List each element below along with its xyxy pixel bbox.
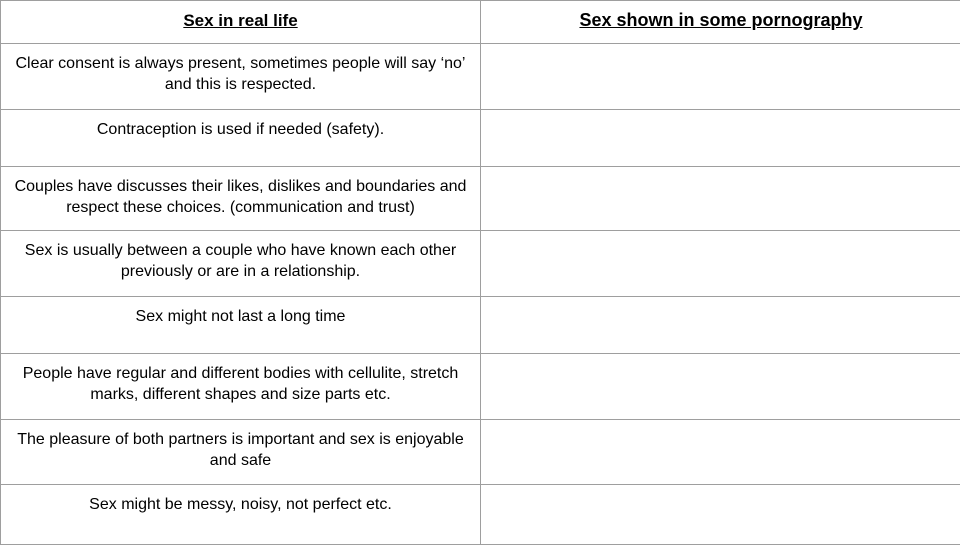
real-life-cell: Sex is usually between a couple who have known each other previously or are in a relationship. bbox=[1, 231, 481, 297]
real-life-cell: People have regular and different bodies with cellulite, stretch marks, different shapes and size parts etc. bbox=[1, 354, 481, 420]
pornography-cell[interactable] bbox=[481, 44, 960, 110]
real-life-cell: Clear consent is always present, sometimes people will say ‘no’ and this is respected. bbox=[1, 44, 481, 110]
real-life-cell: Couples have discusses their likes, dislikes and boundaries and respect these choices. (communication and trust) bbox=[1, 167, 481, 231]
table-row bbox=[1, 420, 960, 485]
table-header-row bbox=[1, 1, 960, 44]
real-life-cell: The pleasure of both partners is important and sex is enjoyable and safe bbox=[1, 420, 481, 485]
pornography-cell[interactable] bbox=[481, 354, 960, 420]
pornography-cell[interactable] bbox=[481, 231, 960, 297]
table-row bbox=[1, 167, 960, 231]
header-sex-in-real-life: Sex in real life bbox=[1, 1, 481, 44]
table-row bbox=[1, 354, 960, 420]
header-sex-in-pornography: Sex shown in some pornography bbox=[481, 1, 960, 44]
pornography-cell[interactable] bbox=[481, 167, 960, 231]
table-row bbox=[1, 110, 960, 167]
pornography-cell[interactable] bbox=[481, 110, 960, 167]
real-life-cell: Sex might be messy, noisy, not perfect etc. bbox=[1, 485, 481, 545]
real-life-cell: Sex might not last a long time bbox=[1, 297, 481, 354]
pornography-cell[interactable] bbox=[481, 297, 960, 354]
table-row bbox=[1, 44, 960, 110]
table-row bbox=[1, 485, 960, 545]
pornography-cell[interactable] bbox=[481, 420, 960, 485]
table-row bbox=[1, 231, 960, 297]
real-life-cell: Contraception is used if needed (safety). bbox=[1, 110, 481, 167]
pornography-cell[interactable] bbox=[481, 485, 960, 545]
table-row bbox=[1, 297, 960, 354]
